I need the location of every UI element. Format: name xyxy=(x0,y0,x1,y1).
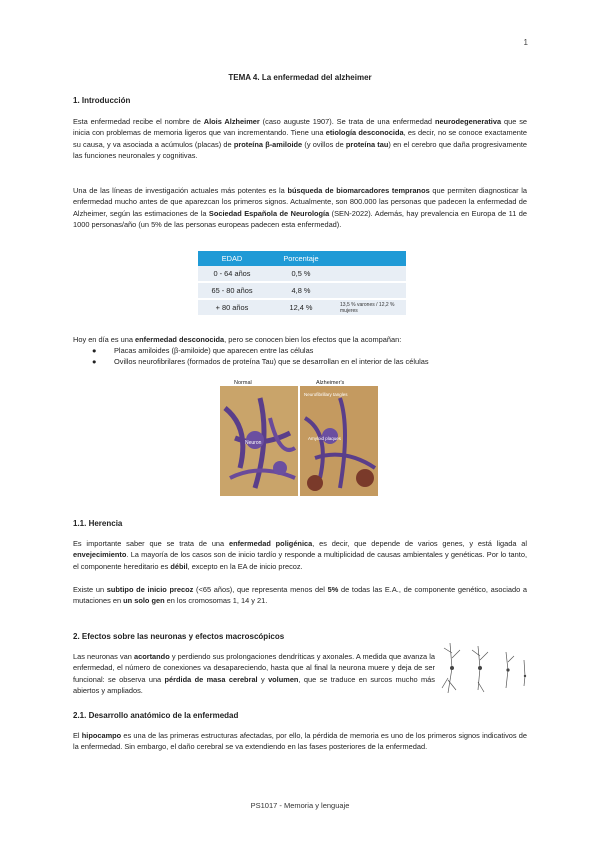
table-cell: + 80 años xyxy=(198,299,266,316)
table-cell xyxy=(336,266,406,282)
list-item: ● Placas amiloides (β-amiloide) que aparecen entre las células xyxy=(92,346,314,355)
figure-label-neuron: Neuron xyxy=(245,440,262,446)
table-cell: 4,8 % xyxy=(266,282,336,299)
heredity-paragraph-2: Existe un subtipo de inicio precoz (<65 años), que representa menos del 5% de todas las E.A., de componente genético, asociado a mutaciones en un solo gen en los cromosomas 1, 14 y 21. xyxy=(73,585,528,606)
neuron-comparison-illustration xyxy=(220,378,378,496)
neurons-paragraph: Las neuronas van acortando y perdiendo sus prolongaciones dendríticas y axonales. A medida que avanza la enfermedad, el número de conexiones va desapareciendo, hasta que al final la neurona muere y deja de ser funcional: se observa una pérdida de masa cerebral y volumen, que se traduce en surcos mucho más abiertos y ampliados. xyxy=(73,652,435,696)
section-1-1-heading: 1.1. Herencia xyxy=(73,519,123,528)
section-2-1-heading: 2.1. Desarrollo anatómico de la enfermedad xyxy=(73,711,239,720)
table-header-cell: Porcentaje xyxy=(266,251,336,266)
table-row xyxy=(198,282,406,299)
table-header-cell: EDAD xyxy=(198,251,266,266)
table-cell-note: 13,5 % varones / 12,2 % mujeres xyxy=(336,299,406,316)
intro-paragraph-1: Esta enfermedad recibe el nombre de Alois Alzheimer (caso auguste 1907). Se trata de una enfermedad neurodegenerativa que se inicia con problemas de memoria ligeros que van incrementando. Tiene una etiología desconocida, es decir, no se conoce exactamente su causa, y va asociada a acúmulos (placas) de proteína β-amiloide (y ovillos de proteína tau) en el cerebro que daña progresivamente las funciones neuronales y cognitivas. xyxy=(73,117,527,161)
table-header-cell xyxy=(336,251,406,266)
list-item: ● Ovillos neurofibrilares (formados de proteína Tau) que se desarrollan en el interior de las células xyxy=(92,357,429,366)
table-cell: 12,4 % xyxy=(266,299,336,316)
figure-label-plaques: Amyloid plaques xyxy=(308,436,342,441)
figure-label-tangles: Neurofibrillary tangles xyxy=(304,392,348,397)
section-2-heading: 2. Efectos sobre las neuronas y efectos macroscópicos xyxy=(73,632,285,641)
intro-paragraph-2: Una de las líneas de investigación actuales más potentes es la búsqueda de biomarcadores tempranos que permiten diagnosticar la enfermedad mucho antes de que aparezcan los primeros signos. Actualmente, son 800.000 las personas que padecen la enfermedad de Alzheimer, según las estimaciones de la Sociedad Española de Neurología (SEN-2022). Además, hay prevalencia en Europa de 11 de 1000 personas/año (un 5% de las personas europeas padecen esta enfermedad). xyxy=(73,186,527,230)
table-cell: 0,5 % xyxy=(266,266,336,282)
figure-label-normal: Normal xyxy=(234,380,252,386)
page-number: 1 xyxy=(523,38,528,47)
table-cell: 65 - 80 años xyxy=(198,282,266,299)
section-1-heading: 1. Introducción xyxy=(73,96,131,105)
document-title: TEMA 4. La enfermedad del alzheimer xyxy=(228,73,372,82)
table-row xyxy=(198,266,406,282)
table-row xyxy=(198,299,406,316)
page-footer: PS1017 - Memoria y lenguaje xyxy=(250,801,350,810)
table-header-row xyxy=(198,251,406,266)
anatomy-paragraph: El hipocampo es una de las primeras estructuras afectadas, por ello, la pérdida de memoria es uno de los primeros signos indicativos de la enfermedad. Sin embargo, el daño cerebral se va extendiendo en las fases posteriores de la enfermedad. xyxy=(73,731,527,752)
age-prevalence-table xyxy=(198,251,406,317)
figure-label-alzheimers: Alzheimer's xyxy=(316,380,345,386)
intro-paragraph-3: Hoy en día es una enfermedad desconocida, pero se conocen bien los efectos que la acompañan: xyxy=(73,335,402,344)
table-cell: 0 - 64 años xyxy=(198,266,266,282)
table-cell xyxy=(336,282,406,299)
neuron-degeneration-illustration xyxy=(440,638,530,698)
heredity-paragraph-1: Es importante saber que se trata de una enfermedad poligénica, es decir, que depende de varios genes, y está ligada al envejecimiento. La mayoría de los casos son de inicio tardío y responde a multiplicidad de causas ambientales y genéticas. Por lo tanto, el componente hereditario es débil, excepto en la EA de inicio precoz. xyxy=(73,539,527,571)
